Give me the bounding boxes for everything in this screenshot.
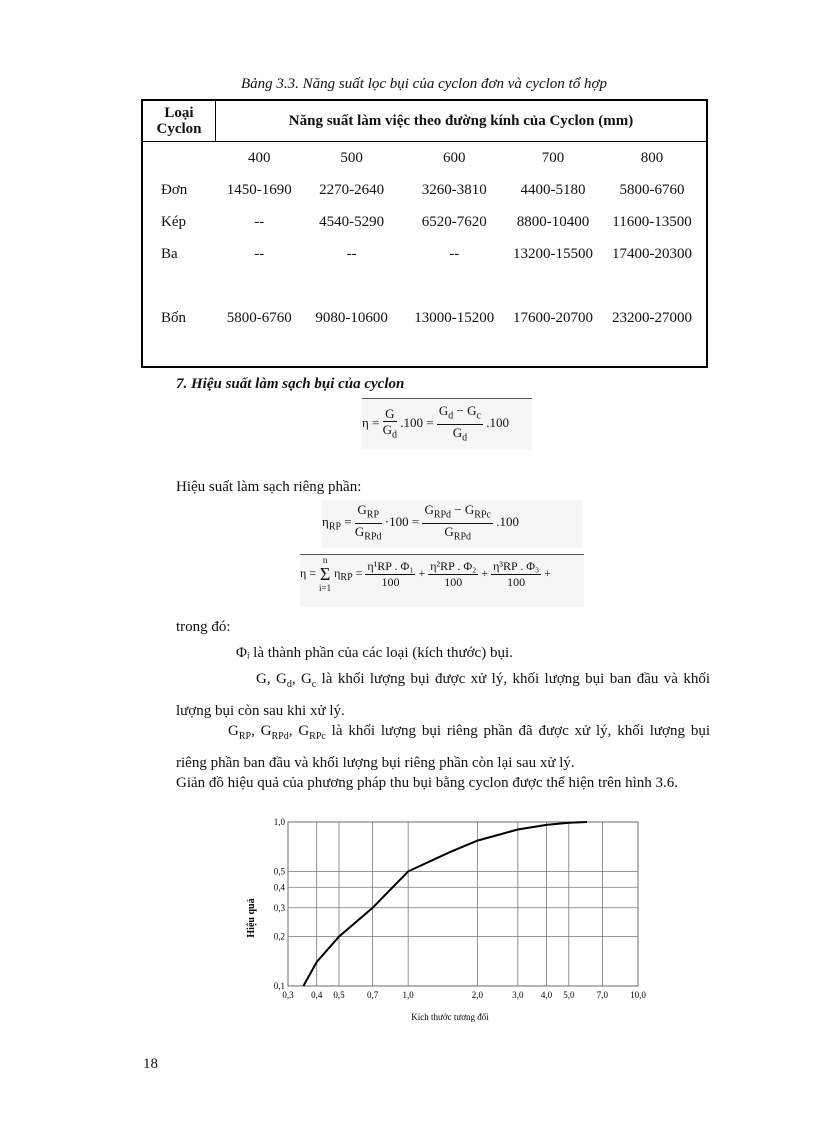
definition-text: , G	[288, 723, 310, 739]
x-tick-labels	[282, 990, 646, 1000]
table-cell: 4400-5180	[520, 182, 586, 198]
formula-subscript: RP	[340, 572, 353, 584]
formula-text: ·100 =	[384, 514, 420, 530]
x-tick-label: 0,3	[282, 990, 294, 1000]
diameter-cell: 700	[541, 150, 565, 166]
table-cell: 6520-7620	[421, 214, 487, 230]
table-cell: 13000-15200	[414, 310, 495, 326]
definition-text: là khối lượng bụi được xử lý, khối lượng bụi ban đầu và khối lượng bụi còn sau khi xử lý.	[176, 671, 710, 719]
x-tick-label: 10,0	[630, 990, 646, 1000]
table-cell: --	[449, 246, 460, 262]
formula-subscript: RPd	[271, 731, 289, 742]
row-label: Kép	[161, 214, 186, 230]
partial-efficiency-formula	[322, 500, 582, 548]
table-cell: 11600-13500	[612, 214, 692, 230]
table-row	[142, 206, 707, 238]
y-tick-label: 0,3	[273, 902, 285, 913]
definition-text: G	[228, 723, 239, 739]
y-tick-labels	[274, 817, 286, 991]
formula-text: η	[334, 565, 341, 580]
formula-text: G	[382, 421, 393, 437]
efficiency-curve	[303, 822, 587, 986]
cyclon-capacity-table	[141, 99, 708, 368]
table-cell: 5800-6760	[226, 310, 292, 326]
x-tick-label: 7,0	[596, 990, 609, 1000]
formula-text: G	[438, 403, 449, 418]
table-caption: Bảng 3.3. Năng suất lọc bụi của cyclon đơn và cyclon tổ hợp	[241, 76, 607, 92]
formula-subscript: RP	[328, 521, 342, 533]
table-cell: 17400-20300	[612, 246, 693, 262]
formula-subscript: RP	[238, 731, 252, 742]
definition-text: G, G	[256, 671, 287, 687]
fraction	[422, 502, 493, 544]
fraction-numerator: G	[383, 406, 397, 422]
table-row	[142, 302, 707, 367]
fraction-numerator: η¹RP . Φ₁	[367, 558, 414, 573]
fraction	[491, 559, 541, 590]
formula-text: G	[424, 502, 434, 517]
fraction	[355, 502, 382, 544]
table-cell: 1450-1690	[226, 182, 292, 198]
y-tick-label: 1,0	[273, 817, 285, 827]
page-number: 18	[143, 1056, 158, 1072]
formula-text: =	[344, 514, 352, 530]
fraction-denominator: 100	[381, 574, 400, 589]
fraction-denominator	[437, 425, 483, 446]
diameter-row	[142, 142, 707, 175]
y-axis-label: Hiệu quả	[246, 898, 257, 938]
y-tick-label: 0,1	[273, 981, 285, 991]
formula-text: G	[444, 523, 454, 539]
table-cell: 2270-2640	[319, 182, 385, 198]
formula-text: − G	[453, 403, 477, 418]
formula-subscript: d	[286, 679, 292, 690]
formula-text: .100 =	[400, 415, 434, 431]
fraction-numerator	[355, 502, 382, 524]
table-cell: 5800-6760	[619, 182, 685, 198]
table-cell: 17600-20700	[513, 310, 594, 326]
where-label: trong đó:	[176, 619, 231, 635]
section-heading: 7. Hiệu suất làm sạch bụi của cyclon	[176, 376, 405, 392]
y-tick-label: 0,5	[273, 866, 285, 877]
header-cyclon-type: Loại Cyclon	[142, 100, 216, 142]
diameter-cell: 400	[247, 150, 271, 166]
fraction-numerator: η³RP . Φ₃	[493, 558, 540, 573]
definition-grp	[176, 718, 710, 776]
table-cell: 3260-3810	[421, 182, 487, 198]
diameter-cell: 600	[442, 150, 466, 166]
formula-text: .100	[486, 415, 509, 431]
fraction	[428, 559, 478, 590]
table-cell	[142, 142, 216, 175]
row-label: Bốn	[161, 310, 187, 326]
formula-text: η	[322, 514, 329, 530]
formula-text: .100	[496, 514, 519, 530]
efficiency-chart	[242, 818, 644, 1024]
formula-text: =	[355, 565, 363, 580]
formula-subscript: RP	[366, 509, 380, 521]
sum-operator	[319, 555, 331, 593]
fraction-numerator	[422, 502, 493, 524]
fraction-denominator	[355, 524, 382, 545]
sum-upper-limit: n	[322, 555, 328, 565]
formula-text: +	[418, 565, 426, 580]
definition-text: , G	[291, 671, 312, 687]
header-capacity: Năng suất làm việc theo đường kính của Cyclon (mm)	[216, 100, 708, 142]
x-tick-label: 5,0	[563, 990, 575, 1000]
x-tick-label: 0,7	[366, 990, 379, 1000]
diameter-cell: 500	[340, 150, 363, 166]
y-tick-label: 0,4	[273, 882, 285, 893]
definition-g	[176, 666, 710, 724]
efficiency-formula	[362, 398, 532, 449]
table-cell: --	[254, 214, 265, 230]
formula-text: G	[354, 523, 365, 539]
partial-efficiency-label: Hiệu suất làm sạch riêng phần:	[176, 479, 362, 495]
table-cell: --	[346, 246, 357, 262]
formula-subscript: RPd	[433, 509, 452, 521]
fraction	[437, 403, 483, 445]
table-row	[142, 238, 707, 302]
fraction-numerator: η²RP . Φ₂	[430, 558, 477, 573]
definition-text: là khối lượng bụi riêng phần đã được xử lý, khối lượng bụi riêng phần ban đầu và khối lượng bụi riêng phần còn lại sau xử lý.	[176, 723, 710, 771]
fraction-denominator: 100	[507, 574, 526, 589]
formula-subscript: d	[462, 432, 468, 444]
row-label: Đơn	[161, 182, 188, 198]
table-header-row	[142, 100, 707, 142]
total-efficiency-formula	[300, 554, 584, 607]
row-label: Ba	[161, 246, 178, 262]
definition-phi: Φᵢ là thành phần của các loại (kích thước) bụi.	[236, 645, 513, 661]
fraction-denominator: 100	[444, 574, 463, 589]
formula-text: − G	[451, 502, 475, 517]
formula-subscript: c	[311, 679, 317, 690]
formula-text: +	[544, 565, 551, 580]
table-cell: 13200-15500	[513, 246, 594, 262]
table-row	[142, 174, 707, 206]
diameter-cell: 800	[640, 150, 664, 166]
y-tick-label: 0,2	[273, 931, 285, 942]
formula-subscript: RPc	[309, 731, 326, 742]
fraction-denominator	[422, 524, 493, 545]
formula-subscript: d	[392, 429, 398, 441]
chart-intro: Giản đồ hiệu quả của phương pháp thu bụi bằng cyclon được thể hiện trên hình 3.6.	[176, 775, 679, 791]
fraction	[365, 559, 415, 590]
sum-lower-limit: i=1	[319, 583, 332, 593]
formula-text: +	[481, 565, 489, 580]
formula-subscript: d	[448, 410, 454, 422]
fraction-numerator	[437, 403, 483, 425]
formula-text: G	[452, 424, 463, 440]
sum-symbol: Σ	[319, 564, 331, 584]
table-cell: --	[254, 246, 265, 262]
definition-text: , G	[251, 723, 272, 739]
formula-text: G	[357, 502, 367, 517]
x-tick-label: 1,0	[402, 990, 414, 1000]
x-axis-label: Kích thước tương đối	[411, 1012, 489, 1022]
fraction-denominator	[383, 422, 397, 443]
x-tick-label: 0,5	[333, 990, 345, 1000]
table-cell: 23200-27000	[612, 310, 693, 326]
x-tick-label: 2,0	[471, 990, 483, 1000]
formula-text: η =	[300, 565, 317, 580]
formula-subscript: RPc	[474, 509, 491, 521]
formula-subscript: RPd	[364, 531, 382, 543]
fraction	[383, 406, 397, 443]
table-cell: 9080-10600	[315, 310, 388, 326]
formula-subscript: c	[476, 410, 481, 422]
x-tick-label: 3,0	[512, 990, 524, 1000]
x-tick-label: 4,0	[540, 990, 553, 1000]
table-cell: 4540-5290	[319, 214, 385, 230]
formula-subscript: RPd	[453, 531, 472, 543]
x-tick-label: 0,4	[311, 990, 323, 1000]
formula-text: η =	[362, 415, 380, 431]
table-cell: 8800-10400	[516, 214, 590, 230]
